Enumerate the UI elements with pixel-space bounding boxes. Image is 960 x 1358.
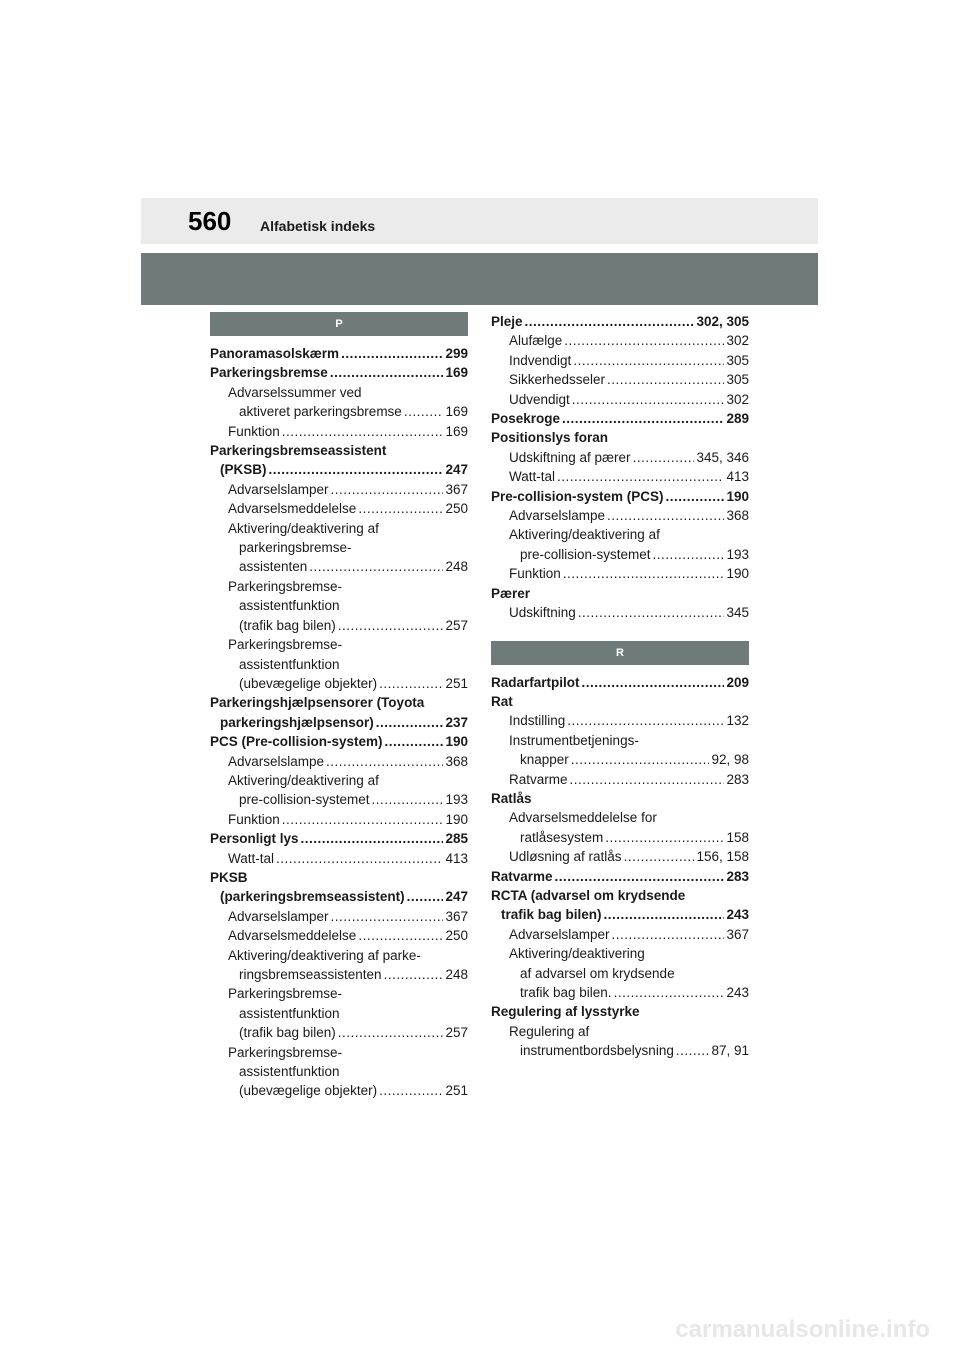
index-entry-text: ringsbremseassistenten	[239, 967, 382, 982]
leader-dots	[562, 409, 724, 428]
index-entry	[491, 1022, 749, 1041]
leader-dots	[358, 926, 443, 945]
index-entry-text: Instrumentbetjenings-	[509, 732, 639, 748]
index-entry	[210, 577, 468, 596]
index-entry	[491, 905, 749, 924]
index-entry	[491, 467, 749, 486]
leader-dots	[309, 557, 443, 576]
index-entry-text: (trafik bag bilen)	[239, 617, 336, 633]
index-entry	[210, 557, 468, 576]
leader-dots	[653, 545, 725, 564]
page-number: 560	[188, 206, 232, 236]
index-entry-text: Regulering af	[509, 1023, 590, 1039]
index-entry-text: Alufælge	[509, 333, 563, 349]
index-entry-page[interactable]: 190	[445, 734, 468, 750]
index-entry-text: Positionslys foran	[491, 430, 609, 446]
index-entry-text: Panoramasolskærm	[210, 346, 340, 361]
index-entry-page[interactable]: 283	[726, 771, 749, 787]
leader-dots	[379, 674, 443, 693]
index-entry	[491, 312, 749, 331]
index-entry-page[interactable]: 248	[445, 559, 468, 575]
leader-dots	[338, 616, 444, 635]
index-entry	[210, 635, 468, 654]
index-entry	[210, 752, 468, 771]
index-entry-page[interactable]: 132	[726, 713, 749, 729]
leader-dots	[614, 983, 725, 1002]
leader-dots	[331, 480, 444, 499]
index-entry-text: Ratvarme	[509, 771, 568, 787]
index-entry-text: Advarselsmeddelelse	[228, 928, 357, 944]
leader-dots	[605, 828, 724, 847]
index-entry	[210, 616, 468, 635]
index-entry	[210, 887, 468, 906]
index-entry-page[interactable]: 250	[445, 928, 468, 944]
leader-dots	[358, 499, 443, 518]
index-entry-text: (PKSB)	[220, 462, 267, 478]
index-entry-text: parkeringshjælpsensor)	[220, 714, 374, 730]
leader-dots	[570, 770, 725, 789]
index-entry-page[interactable]: 251	[445, 675, 468, 691]
index-entry-page[interactable]: 243	[726, 907, 749, 923]
index-entry-text: ratlåsesystem	[520, 829, 604, 845]
index-entry	[210, 1043, 468, 1062]
index-entry-text: Parkeringsbremse-	[228, 578, 343, 594]
index-entry	[210, 480, 468, 499]
index-entry	[491, 603, 749, 622]
index-entry	[210, 363, 468, 382]
index-entry	[491, 525, 749, 544]
index-entry	[210, 655, 468, 674]
index-entry-page[interactable]: 237	[445, 714, 468, 730]
index-entry	[210, 946, 468, 965]
index-entry-page[interactable]: 190	[726, 488, 749, 504]
index-entry	[491, 331, 749, 350]
index-entry-page[interactable]: 257	[445, 1025, 468, 1041]
index-entry-page[interactable]: 367	[445, 908, 468, 924]
leader-dots	[578, 603, 725, 622]
index-entry-page[interactable]: 413	[445, 850, 468, 866]
index-entry-page[interactable]: 243	[726, 985, 749, 1000]
leader-dots	[282, 810, 444, 829]
index-list-left	[210, 344, 468, 1101]
index-entry-text: aktiveret parkeringsbremse	[239, 404, 402, 420]
index-entry-text: Radarfartpilot	[491, 674, 580, 690]
index-entry-text: Advarselslamper	[228, 481, 329, 497]
index-entry-text: Advarselssummer ved	[228, 384, 362, 400]
index-entry-text: Watt-tal	[509, 469, 556, 485]
leader-dots	[379, 1081, 443, 1100]
index-entry-page[interactable]: 345	[726, 605, 749, 621]
index-entry	[491, 944, 749, 963]
index-entry-text: Advarselslampe	[228, 753, 325, 769]
index-entry	[210, 1023, 468, 1042]
leader-dots	[567, 711, 724, 730]
index-entry-page[interactable]: 193	[726, 546, 749, 562]
index-entry-page[interactable]: 305	[726, 372, 749, 388]
index-entry-text: Parkeringsbremseassistent	[210, 443, 387, 459]
index-entry	[491, 409, 749, 428]
index-entry-text: Indvendigt	[509, 352, 572, 368]
leader-dots	[572, 390, 725, 409]
index-entry	[491, 750, 749, 769]
index-entry	[491, 487, 749, 506]
index-entry	[491, 983, 749, 1002]
leader-dots	[676, 1041, 710, 1060]
index-entry	[210, 926, 468, 945]
index-entry-text: Advarselsmeddelelse	[228, 501, 357, 517]
leader-dots	[341, 344, 443, 363]
index-entry	[491, 886, 749, 905]
index-entry-text: (trafik bag bilen)	[239, 1025, 336, 1041]
index-entry	[491, 448, 749, 467]
index-entry	[210, 868, 468, 887]
index-entry	[491, 731, 749, 750]
index-entry-page[interactable]: 248	[445, 967, 468, 982]
header-band	[141, 253, 818, 305]
leader-dots	[612, 925, 725, 944]
index-entry	[491, 351, 749, 370]
index-entry-text: Sikkerhedsseler	[509, 372, 606, 388]
index-list-right-r	[491, 673, 749, 1061]
index-entry-page[interactable]: 193	[445, 792, 468, 808]
index-entry	[210, 693, 468, 712]
index-entry-text: Advarselslamper	[509, 926, 610, 942]
index-entry-text: af advarsel om krydsende	[520, 965, 675, 981]
index-entry-page[interactable]: 156, 158	[696, 849, 749, 865]
index-entry-page[interactable]: 190	[726, 566, 749, 582]
index-entry-text: Advarselslamper	[228, 908, 329, 924]
index-entry	[210, 344, 468, 363]
index-entry-text: Parkeringsbremse-	[228, 986, 343, 1002]
index-entry-page[interactable]: 247	[445, 462, 468, 478]
index-entry	[210, 499, 468, 518]
index-entry-page[interactable]: 302, 305	[696, 314, 749, 329]
index-entry-page[interactable]: 87, 91	[711, 1043, 749, 1059]
leader-dots	[573, 351, 724, 370]
index-entry-text: Aktivering/deaktivering af parke-	[228, 947, 421, 963]
index-entry-text: Aktivering/deaktivering af	[509, 527, 660, 543]
index-entry-page[interactable]: 345, 346	[696, 449, 749, 465]
leader-dots	[555, 867, 725, 886]
index-entry	[491, 964, 749, 983]
index-entry-page[interactable]: 169	[445, 365, 468, 381]
index-entry-page[interactable]: 302	[726, 333, 749, 349]
leader-dots	[331, 907, 444, 926]
index-entry-text: Regulering af lysstyrke	[491, 1004, 640, 1020]
leader-dots	[372, 790, 444, 809]
index-entry	[210, 1062, 468, 1081]
index-entry-page[interactable]: 169	[445, 423, 468, 439]
index-entry	[210, 790, 468, 809]
index-entry-page[interactable]: 169	[445, 404, 468, 420]
index-entry	[210, 1004, 468, 1023]
index-entry-text: pre-collision-systemet	[520, 546, 651, 562]
leader-dots	[404, 402, 444, 421]
index-entry	[210, 771, 468, 790]
leader-dots	[666, 487, 725, 506]
index-entry	[491, 692, 749, 711]
index-entry-text: Parkeringsbremse	[210, 365, 328, 381]
index-entry-text: Pærer	[491, 585, 531, 601]
index-entry-text: Parkeringsbremse-	[228, 637, 343, 653]
section-header-p: P	[210, 312, 468, 336]
index-entry-text: Funktion	[228, 423, 280, 439]
index-entry-text: trafik bag bilen)	[501, 907, 602, 923]
index-entry	[210, 460, 468, 479]
index-entry	[210, 810, 468, 829]
index-entry	[210, 538, 468, 557]
page-header	[141, 198, 818, 244]
index-entry-text: PCS (Pre-collision-system)	[210, 734, 383, 750]
index-entry-text: assistenten	[239, 559, 308, 575]
index-entry	[210, 383, 468, 402]
index-entry-text: Advarselsmeddelelse for	[509, 810, 657, 826]
index-entry	[491, 370, 749, 389]
leader-dots	[384, 965, 444, 984]
leader-dots	[282, 422, 444, 441]
index-entry-text: Aktivering/deaktivering	[509, 946, 645, 962]
index-entry-text: Personligt lys	[210, 831, 299, 847]
index-entry-page[interactable]: 158	[726, 829, 749, 845]
index-entry-text: Parkeringshjælpsensorer (Toyota	[210, 695, 425, 711]
leader-dots	[571, 750, 710, 769]
index-entry-page[interactable]: 92, 98	[711, 752, 749, 768]
leader-dots	[385, 732, 444, 751]
index-entry-text: pre-collision-systemet	[239, 792, 370, 808]
index-entry-text: Pre-collision-system (PCS)	[491, 488, 664, 504]
leader-dots	[525, 312, 695, 331]
leader-dots	[582, 673, 725, 692]
index-entry-text: Rat	[491, 693, 513, 709]
index-entry-page[interactable]: 289	[726, 411, 749, 427]
index-entry-text: (parkeringsbremseassistent)	[220, 889, 405, 905]
leader-dots	[330, 363, 444, 382]
leader-dots	[604, 905, 725, 924]
index-entry-text: Indstilling	[509, 713, 566, 729]
leader-dots	[557, 467, 724, 486]
index-entry-text: Udvendigt	[509, 391, 570, 407]
index-entry	[210, 984, 468, 1003]
index-entry-text: knapper	[520, 752, 569, 768]
index-entry-page[interactable]: 251	[445, 1083, 468, 1099]
index-entry	[210, 732, 468, 751]
index-entry	[491, 506, 749, 525]
index-column-left	[210, 312, 468, 1101]
index-entry-text: Aktivering/deaktivering af	[228, 520, 379, 536]
index-entry-text: Ratvarme	[491, 868, 553, 884]
index-entry	[210, 965, 468, 984]
index-entry-page[interactable]: 305	[726, 352, 749, 368]
index-entry	[491, 1002, 749, 1021]
index-entry	[210, 829, 468, 848]
leader-dots	[624, 847, 695, 866]
index-entry-page[interactable]: 283	[726, 868, 749, 884]
index-entry-text: Parkeringsbremse-	[228, 1044, 343, 1060]
index-entry-page[interactable]: 257	[445, 617, 468, 633]
index-entry	[210, 1081, 468, 1100]
index-entry	[491, 808, 749, 827]
index-entry-text: Udskiftning	[509, 605, 576, 621]
leader-dots	[301, 829, 444, 848]
index-entry	[491, 545, 749, 564]
index-entry	[210, 674, 468, 693]
index-entry	[210, 422, 468, 441]
index-entry-text: RCTA (advarsel om krydsende	[491, 887, 686, 903]
index-entry-text: assistentfunktion	[239, 1064, 340, 1080]
leader-dots	[633, 448, 695, 467]
index-entry-text: Pleje	[491, 314, 523, 329]
leader-dots	[607, 506, 724, 525]
index-entry-page[interactable]: 368	[445, 753, 468, 769]
index-entry-page[interactable]: 250	[445, 501, 468, 517]
index-entry	[491, 789, 749, 808]
index-entry-text: Udløsning af ratlås	[509, 849, 622, 865]
index-entry-text: Watt-tal	[228, 850, 275, 866]
index-entry-text: assistentfunktion	[239, 1005, 340, 1021]
index-entry	[491, 584, 749, 603]
index-entry	[210, 907, 468, 926]
leader-dots	[564, 331, 724, 350]
index-entry-text: parkeringsbremse-	[239, 540, 352, 556]
index-entry	[210, 849, 468, 868]
leader-dots	[276, 849, 443, 868]
index-entry-text: Funktion	[228, 811, 280, 827]
index-entry-page[interactable]: 190	[445, 811, 468, 827]
leader-dots	[376, 713, 444, 732]
index-entry-page[interactable]: 413	[726, 469, 749, 485]
index-entry	[491, 1041, 749, 1060]
index-entry-page[interactable]: 368	[726, 508, 749, 524]
index-entry-page[interactable]: 367	[445, 481, 468, 497]
index-entry	[210, 713, 468, 732]
index-entry-page[interactable]: 209	[726, 674, 749, 690]
index-entry-text: assistentfunktion	[239, 598, 340, 614]
index-entry	[491, 428, 749, 447]
index-entry-text: (ubevægelige objekter)	[239, 675, 378, 691]
index-entry-text: Udskiftning af pærer	[509, 449, 631, 465]
index-entry	[491, 390, 749, 409]
index-entry	[210, 441, 468, 460]
index-entry	[210, 519, 468, 538]
index-entry-text: Posekroge	[491, 411, 561, 427]
index-entry-page[interactable]: 367	[726, 926, 749, 942]
index-entry-text: instrumentbordsbelysning	[520, 1043, 674, 1059]
leader-dots	[563, 564, 725, 583]
index-entry-text: Aktivering/deaktivering af	[228, 772, 379, 788]
leader-dots	[607, 370, 724, 389]
index-entry	[491, 847, 749, 866]
index-entry	[491, 673, 749, 692]
index-entry-text: (ubevægelige objekter)	[239, 1083, 378, 1099]
index-entry-text: Ratlås	[491, 790, 532, 806]
index-entry-text: trafik bag bilen.	[520, 985, 612, 1000]
leader-dots	[338, 1023, 444, 1042]
index-entry	[210, 596, 468, 615]
watermark: carmanualsonline.info	[675, 1316, 930, 1343]
index-entry-text: PKSB	[210, 869, 248, 885]
index-entry-page[interactable]: 299	[445, 346, 468, 361]
index-entry-page[interactable]: 247	[445, 889, 468, 905]
index-entry	[491, 770, 749, 789]
index-entry	[491, 711, 749, 730]
index-entry	[491, 867, 749, 886]
index-entry	[210, 402, 468, 421]
leader-dots	[407, 887, 444, 906]
index-entry	[491, 564, 749, 583]
index-entry-text: Advarselslampe	[509, 508, 606, 524]
index-entry-page[interactable]: 285	[445, 831, 468, 847]
index-list-right-p	[491, 312, 749, 623]
index-entry	[491, 925, 749, 944]
index-column-right	[491, 312, 749, 1061]
index-entry-text: assistentfunktion	[239, 656, 340, 672]
leader-dots	[326, 752, 443, 771]
index-entry-text: Funktion	[509, 566, 561, 582]
leader-dots	[269, 460, 444, 479]
page-title: Alfabetisk indeks	[260, 218, 376, 234]
section-header-r: R	[491, 641, 749, 665]
index-entry-page[interactable]: 302	[726, 391, 749, 407]
index-entry	[491, 828, 749, 847]
